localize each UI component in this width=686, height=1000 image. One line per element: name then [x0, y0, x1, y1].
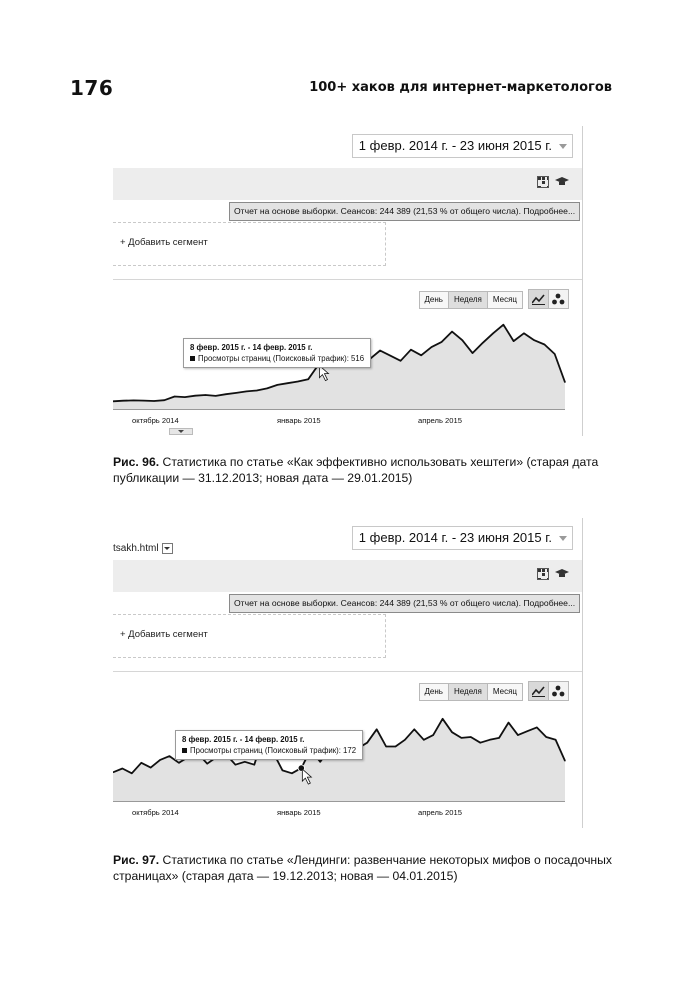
data-point [225, 394, 226, 395]
add-segment-button[interactable]: + Добавить сегмент [120, 237, 208, 248]
tooltip-metric: Просмотры страниц (Поисковый трафик): 172 [190, 746, 357, 755]
caption-label: Рис. 96. [113, 455, 160, 469]
data-point [154, 400, 155, 401]
data-point [390, 355, 391, 356]
data-point [386, 746, 387, 747]
series-marker [190, 356, 195, 361]
data-point [482, 342, 483, 343]
x-axis-label: октябрь 2014 [132, 416, 179, 425]
period-button-day[interactable]: День [419, 683, 449, 701]
data-point [508, 722, 509, 723]
data-point [489, 739, 490, 740]
sampling-notice[interactable]: Отчет на основе выборки. Сеансов: 244 389 (21,53 % от общего числа). Подробнее... [229, 202, 580, 221]
data-point [513, 341, 514, 342]
data-point [480, 742, 481, 743]
data-point [174, 396, 175, 397]
chevron-down-icon [559, 536, 567, 541]
data-point [472, 353, 473, 354]
x-axis-label: январь 2015 [277, 416, 321, 425]
date-range-selector[interactable] [352, 526, 573, 550]
data-point [287, 383, 288, 384]
period-button-week[interactable]: Неделя [448, 291, 488, 309]
analytics-screenshot [113, 518, 583, 828]
data-point [277, 384, 278, 385]
data-point [536, 727, 537, 728]
data-point [236, 392, 237, 393]
data-point [544, 344, 545, 345]
tooltip-date: 8 февр. 2015 г. - 14 февр. 2015 г. [182, 735, 305, 744]
chart-tooltip [183, 338, 371, 368]
segment-box [113, 222, 386, 266]
data-point [410, 349, 411, 350]
period-button-month[interactable]: Месяц [487, 291, 523, 309]
data-point [470, 736, 471, 737]
data-point [133, 400, 134, 401]
analytics-screenshot [113, 126, 583, 436]
data-point [431, 347, 432, 348]
date-range-selector[interactable] [352, 134, 573, 158]
caption-label: Рис. 97. [113, 853, 160, 867]
period-button-month[interactable]: Месяц [487, 683, 523, 701]
data-point [554, 353, 555, 354]
date-range-label: 1 февр. 2014 г. - 23 июня 2015 г. [358, 530, 552, 545]
data-point [534, 340, 535, 341]
x-axis-label: октябрь 2014 [132, 808, 179, 817]
period-button-week[interactable]: Неделя [448, 683, 488, 701]
data-point [169, 756, 170, 757]
data-point [244, 761, 245, 762]
data-point [122, 768, 123, 769]
data-point [246, 391, 247, 392]
period-buttons [420, 683, 523, 701]
caption-text: Статистика по статье «Как эффективно использовать хештеги» (старая дата публикации — 31.12.2013; новая дата — 29.01.2015) [113, 455, 599, 485]
data-point [404, 739, 405, 740]
sampling-notice[interactable]: Отчет на основе выборки. Сеансов: 244 389 (21,53 % от общего числа). Подробнее... [229, 594, 580, 613]
data-point [207, 763, 208, 764]
data-point [555, 739, 556, 740]
data-point [414, 729, 415, 730]
chart-type-buttons [529, 289, 569, 309]
tooltip-metric: Просмотры страниц (Поисковый трафик): 516 [198, 354, 365, 363]
data-point [451, 331, 452, 332]
data-point [123, 400, 124, 401]
period-button-day[interactable]: День [419, 291, 449, 309]
data-point [205, 394, 206, 395]
data-point [503, 324, 504, 325]
data-point [400, 360, 401, 361]
motion-chart-icon[interactable] [548, 681, 569, 701]
chart-type-buttons [529, 681, 569, 701]
data-point [254, 764, 255, 765]
grid-icon[interactable] [537, 176, 549, 188]
x-axis-label: апрель 2015 [418, 808, 462, 817]
data-point [235, 764, 236, 765]
data-point [367, 742, 368, 743]
figure-caption [113, 852, 613, 884]
data-point [564, 382, 565, 383]
caption-text: Статистика по статье «Лендинги: развенчание некоторых мифов о посадочных страницах» (старая дата — 19.12.2013; новая — 04.01.2015) [113, 853, 613, 883]
data-point [527, 731, 528, 732]
chart-tooltip [175, 730, 363, 760]
data-point [297, 381, 298, 382]
line-chart-icon[interactable] [528, 289, 549, 309]
figure-caption [113, 454, 613, 486]
data-point [195, 395, 196, 396]
data-point [178, 762, 179, 763]
data-point [461, 737, 462, 738]
data-point [380, 350, 381, 351]
data-point [433, 735, 434, 736]
data-point [395, 746, 396, 747]
data-point [256, 390, 257, 391]
data-point [160, 759, 161, 760]
series-marker [182, 748, 187, 753]
x-axis-label: январь 2015 [277, 808, 321, 817]
data-point [523, 333, 524, 334]
data-point [451, 732, 452, 733]
data-point [184, 397, 185, 398]
page-number: 176 [70, 76, 114, 100]
grid-icon[interactable] [537, 568, 549, 580]
graduation-cap-icon[interactable] [555, 177, 569, 187]
running-head: 100+ хаков для интернет-маркетологов [309, 80, 612, 95]
data-point [421, 355, 422, 356]
data-point [441, 341, 442, 342]
data-point [546, 736, 547, 737]
report-toolbar [113, 560, 582, 592]
data-point [442, 718, 443, 719]
graduation-cap-icon[interactable] [555, 569, 569, 579]
data-point [267, 388, 268, 389]
data-point [150, 767, 151, 768]
file-name: tsakh.html [113, 543, 159, 555]
data-point [143, 400, 144, 401]
page-file-select[interactable] [113, 543, 173, 554]
x-axis-label: апрель 2015 [418, 416, 462, 425]
segment-box [113, 614, 386, 658]
data-point [308, 379, 309, 380]
data-point [493, 333, 494, 334]
range-scroll-handle[interactable] [169, 428, 193, 435]
date-range-label: 1 февр. 2014 г. - 23 июня 2015 г. [358, 138, 552, 153]
line-chart-icon[interactable] [528, 681, 549, 701]
data-point [215, 395, 216, 396]
chevron-down-icon [559, 144, 567, 149]
add-segment-button[interactable]: + Добавить сегмент [120, 629, 208, 640]
data-point [320, 761, 321, 762]
data-point [291, 773, 292, 774]
dropdown-icon[interactable] [162, 543, 173, 554]
motion-chart-icon[interactable] [548, 289, 569, 309]
period-buttons [420, 291, 523, 309]
data-point [141, 762, 142, 763]
report-toolbar [113, 168, 582, 200]
data-point [462, 340, 463, 341]
tooltip-date: 8 февр. 2015 г. - 14 февр. 2015 г. [190, 343, 313, 352]
data-point [131, 773, 132, 774]
data-point [376, 729, 377, 730]
data-point [164, 400, 165, 401]
data-point [282, 770, 283, 771]
data-point [564, 760, 565, 761]
data-point [423, 739, 424, 740]
data-point [517, 735, 518, 736]
data-point [499, 737, 500, 738]
